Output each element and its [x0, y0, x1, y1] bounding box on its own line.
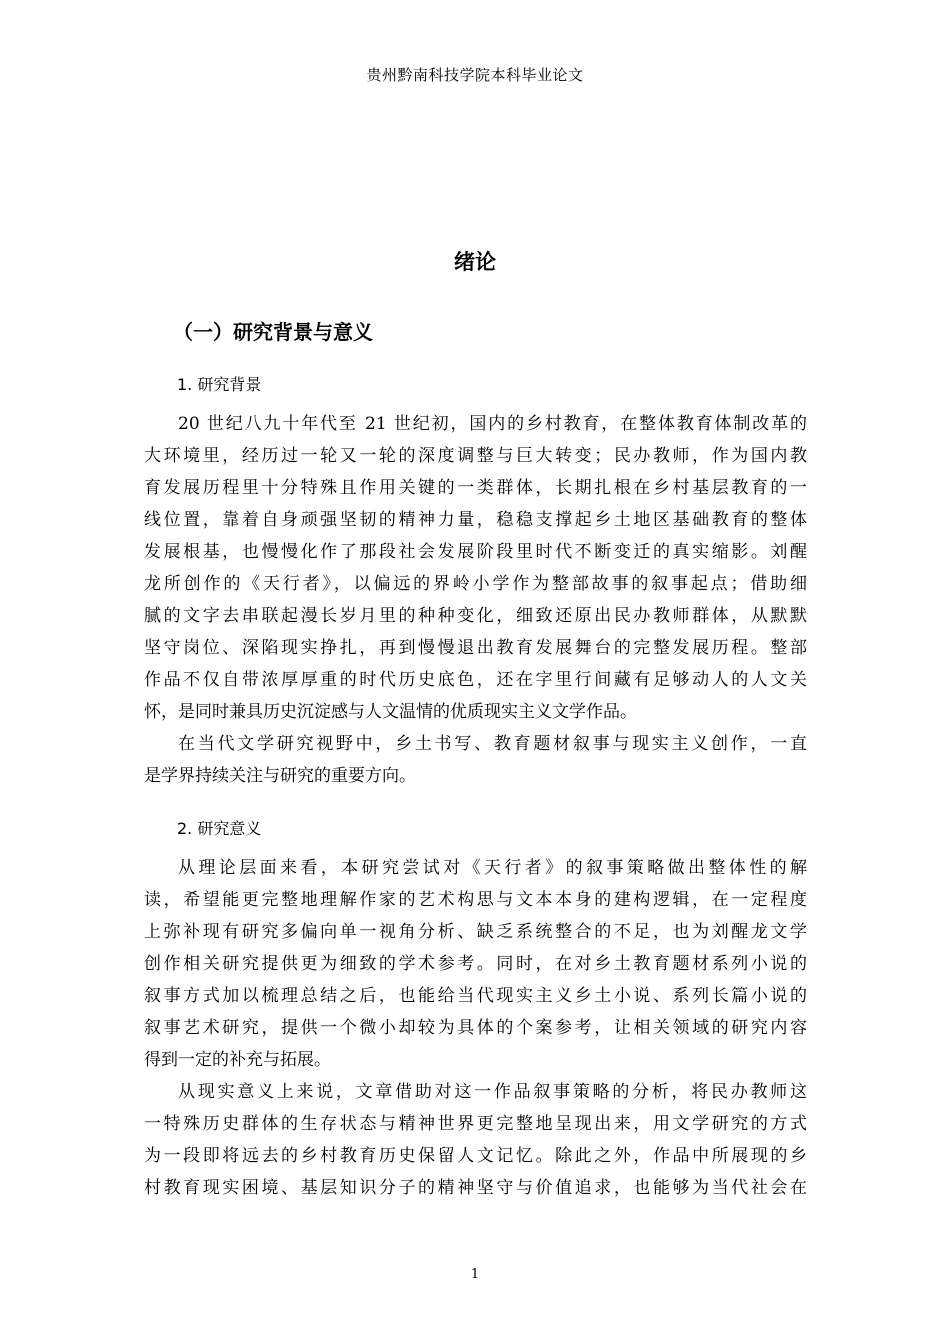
paragraph: [144, 728, 807, 792]
text-line: 怀，是同时兼具历史沉淀感与人文温情的优质现实主义文学作品。: [144, 702, 637, 722]
text-line: 叙事艺术研究，提供一个微小却较为具体的个案参考，让相关领域的研究内容: [144, 1018, 807, 1038]
text-line: 发展根基，也慢慢化作了那段社会发展阶段里时代不断变迁的真实缩影。刘醒: [144, 542, 807, 562]
text-line: 创作相关研究提供更为细致的学术参考。同时，在对乡土教育题材系列小说的: [144, 954, 807, 974]
text-line: 得到一定的补充与拓展。: [144, 1050, 331, 1070]
text-line: 腻的文字去串联起漫长岁月里的种种变化，细致还原出民办教师群体，从默默: [144, 606, 807, 626]
chapter-title: 绪论: [454, 250, 496, 274]
text-line: 村教育现实困境、基层知识分子的精神坚守与价值追求，也能够为当代社会在: [144, 1178, 807, 1198]
text-line: 从理论层面来看，本研究尝试对《天行者》的叙事策略做出整体性的解: [178, 858, 807, 878]
background-body: [144, 408, 807, 792]
section-title: （一）研究背景与意义: [173, 320, 373, 344]
page-number: 1: [470, 1267, 480, 1282]
text-line: 在当代文学研究视野中，乡土书写、教育题材叙事与现实主义创作，一直: [178, 734, 807, 754]
text-line: 叙事方式加以梳理总结之后，也能给当代现实主义乡土小说、系列长篇小说的: [144, 986, 807, 1006]
paragraph: [144, 852, 807, 1076]
paragraph: [144, 408, 807, 728]
text-line: 是学界持续关注与研究的重要方向。: [144, 766, 416, 786]
text-line: 为一段即将远去的乡村教育历史保留人文记忆。除此之外，作品中所展现的乡: [144, 1146, 807, 1166]
text-line: 线位置，靠着自身顽强坚韧的精神力量，稳稳支撑起乡土地区基础教育的整体: [144, 510, 807, 530]
text-line: 坚守岗位、深陷现实挣扎，再到慢慢退出教育发展舞台的完整发展历程。整部: [144, 638, 807, 658]
subsection-title-significance: 2. 研究意义: [177, 819, 262, 838]
text-line: 作品不仅自带浓厚厚重的时代历史底色，还在字里行间藏有足够动人的人文关: [144, 670, 807, 690]
text-line: 大环境里，经历过一轮又一轮的深度调整与巨大转变；民办教师，作为国内教: [144, 446, 807, 466]
text-line: 上弥补现有研究多偏向单一视角分析、缺乏系统整合的不足，也为刘醒龙文学: [144, 922, 807, 942]
text-line: 从现实意义上来说，文章借助对这一作品叙事策略的分析，将民办教师这: [178, 1082, 807, 1102]
text-line: 龙所创作的《天行者》，以偏远的界岭小学作为整部故事的叙事起点；借助细: [144, 574, 807, 594]
text-line: 读，希望能更完整地理解作家的艺术构思与文本本身的建构逻辑，在一定程度: [144, 890, 807, 910]
significance-body: [144, 852, 807, 1204]
subsection-title-background: 1. 研究背景: [177, 375, 262, 394]
text-line: 育发展历程里十分特殊且作用关键的一类群体，长期扎根在乡村基层教育的一: [144, 478, 807, 498]
paragraph: [144, 1076, 807, 1204]
text-line: 一特殊历史群体的生存状态与精神世界更完整地呈现出来，用文学研究的方式: [144, 1114, 807, 1134]
text-line: 20 世纪八九十年代至 21 世纪初，国内的乡村教育，在整体教育体制改革的: [178, 414, 807, 434]
page-header: 贵州黔南科技学院本科毕业论文: [366, 66, 584, 84]
